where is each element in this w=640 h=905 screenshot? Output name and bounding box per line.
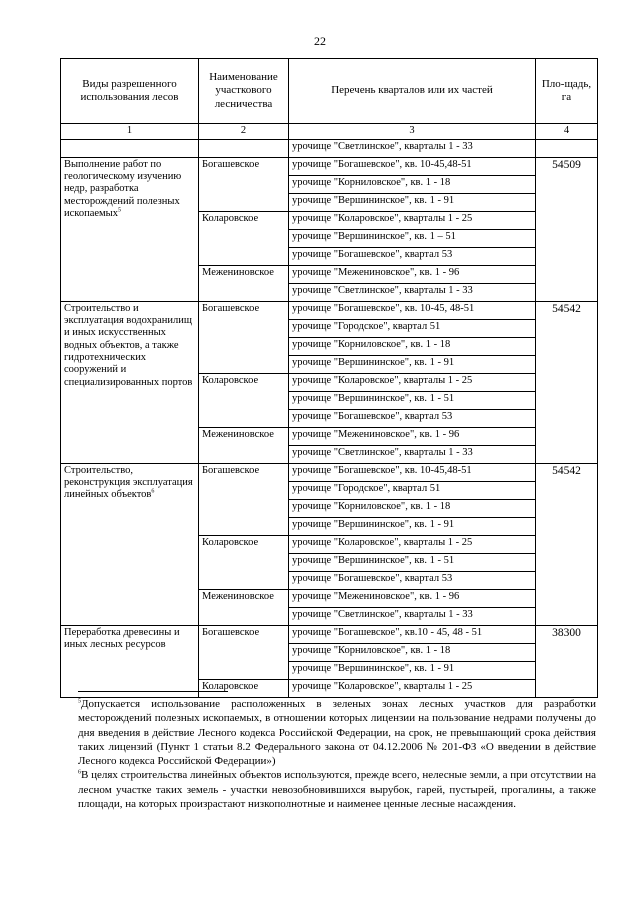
- footnote: [78, 697, 596, 768]
- quarter-item: урочище "Городское", квартал 51: [289, 481, 536, 499]
- header-quarters: Перечень кварталов или их частей: [289, 59, 536, 124]
- quarter-item: урочище "Корниловское", кв. 1 - 18: [289, 643, 536, 661]
- quarter-item: урочище "Светлинское", кварталы 1 - 33: [289, 445, 536, 463]
- quarter-item: урочище "Коларовское", кварталы 1 - 25: [289, 373, 536, 391]
- area-value: 54542: [536, 463, 598, 625]
- footnotes: [78, 697, 596, 811]
- footnote-number: 5: [78, 698, 81, 705]
- forestry-name: Коларовское: [199, 211, 289, 265]
- quarter-item: урочище "Богашевское", квартал 53: [289, 409, 536, 427]
- table-row: [61, 301, 598, 319]
- carry-cell: [199, 139, 289, 157]
- quarter-item: урочище "Коларовское", кварталы 1 - 25: [289, 211, 536, 229]
- table-row: [61, 157, 598, 175]
- footnote-number: 6: [78, 769, 81, 776]
- footnote-ref: 6: [151, 488, 155, 495]
- forestry-name: Межениновское: [199, 427, 289, 463]
- carry-cell: [61, 139, 199, 157]
- forestry-name: Богашевское: [199, 463, 289, 535]
- quarter-item: урочище "Вершининское", кв. 1 - 51: [289, 391, 536, 409]
- forestry-name: Богашевское: [199, 625, 289, 679]
- area-value: 38300: [536, 625, 598, 697]
- quarter-item: урочище "Светлинское", кварталы 1 - 33: [289, 283, 536, 301]
- quarter-item: урочище "Богашевское", кв. 10-45,48-51: [289, 463, 536, 481]
- use-type-cell: [61, 463, 199, 625]
- header-area: Пло-щадь, га: [536, 59, 598, 124]
- quarter-item: урочище "Корниловское", кв. 1 - 18: [289, 337, 536, 355]
- col-number: 3: [289, 124, 536, 140]
- quarter-item: урочище "Межениновское", кв. 1 - 96: [289, 589, 536, 607]
- use-type-cell: [61, 625, 199, 697]
- use-type-text: Выполнение работ по геологическому изучению недр, разработка месторождений полезных ископаемых: [64, 158, 182, 220]
- col-number: 2: [199, 124, 289, 140]
- use-type-text: Строительство и эксплуатация водохранилищ и иных искусственных водных объектов, а также гидротехнических сооружений и специализированных портов: [64, 302, 193, 388]
- forestry-name: Коларовское: [199, 535, 289, 589]
- quarter-item: урочище "Корниловское", кв. 1 - 18: [289, 499, 536, 517]
- use-type-cell: [61, 301, 199, 463]
- forestry-name: Богашевское: [199, 301, 289, 373]
- table-row: [61, 625, 598, 643]
- area-value: 54542: [536, 301, 598, 463]
- col-number: 4: [536, 124, 598, 140]
- use-type-cell: [61, 157, 199, 301]
- forestry-name: Межениновское: [199, 589, 289, 625]
- carry-cell: [536, 139, 598, 157]
- quarter-item: урочище "Корниловское", кв. 1 - 18: [289, 175, 536, 193]
- quarter-item: урочище "Светлинское", кварталы 1 - 33: [289, 139, 536, 157]
- quarter-item: урочище "Богашевское", кв.10 - 45, 48 - 51: [289, 625, 536, 643]
- quarter-item: урочище "Вершининское", кв. 1 - 91: [289, 517, 536, 535]
- quarter-item: урочище "Богашевское", кв. 10-45, 48-51: [289, 301, 536, 319]
- footnote-ref: 5: [118, 207, 121, 214]
- quarter-item: урочище "Вершининское", кв. 1 - 91: [289, 193, 536, 211]
- quarter-item: урочище "Коларовское", кварталы 1 - 25: [289, 679, 536, 697]
- forestry-name: Коларовское: [199, 373, 289, 427]
- header-use-type: Виды разрешенного использования лесов: [61, 59, 199, 124]
- footnote-text: Допускается использование расположенных в зеленых зонах лесных участков для разработки месторождений полезных ископаемых, в отношении которых лицензии на пользование недрами получены до дня введения в действие Лесного кодекса Российской Федерации, на срок, не превышающий срока действия таких лицензий (Пункт 1 статьи 8.2 Федерального закона от 04.12.2006 № 201-ФЗ «О введении в действие Лесного кодекса Российской Федерации»): [78, 698, 596, 768]
- quarter-item: урочище "Светлинское", кварталы 1 - 33: [289, 607, 536, 625]
- forestry-name: Межениновское: [199, 265, 289, 301]
- use-type-text: Строительство, реконструкция эксплуатация линейных объектов: [64, 464, 193, 501]
- area-value: 54509: [536, 157, 598, 301]
- quarter-item: урочище "Коларовское", кварталы 1 - 25: [289, 535, 536, 553]
- col-number: 1: [61, 124, 199, 140]
- quarter-item: урочище "Богашевское", квартал 53: [289, 247, 536, 265]
- header-forestry: Наименование участкового лесничества: [199, 59, 289, 124]
- quarter-item: урочище "Вершининское", кв. 1 - 51: [289, 553, 536, 571]
- quarter-item: урочище "Вершининское", кв. 1 - 91: [289, 355, 536, 373]
- table-row: [61, 463, 598, 481]
- quarter-item: урочище "Богашевское", кв. 10-45,48-51: [289, 157, 536, 175]
- quarter-item: урочище "Межениновское", кв. 1 - 96: [289, 265, 536, 283]
- quarter-item: урочище "Вершининское", кв. 1 – 51: [289, 229, 536, 247]
- forest-use-table: [60, 58, 598, 698]
- use-type-text: Переработка древесины и иных лесных ресурсов: [64, 626, 180, 650]
- quarter-item: урочище "Вершининское", кв. 1 - 91: [289, 661, 536, 679]
- footnote: [78, 768, 596, 811]
- footnote-divider: [78, 691, 228, 692]
- quarter-item: урочище "Богашевское", квартал 53: [289, 571, 536, 589]
- forestry-name: Коларовское: [199, 679, 289, 697]
- footnote-text: В целях строительства линейных объектов используются, прежде всего, нелесные земли, а при отсутствии на лесном участке таких земель - участки невозобновившихся вырубок, гарей, пустырей, прогалины, а также площади, на которых произрастают низкополнотные и наименее ценные лесные насаждения.: [78, 769, 596, 811]
- page-number: 22: [314, 34, 326, 48]
- quarter-item: урочище "Межениновское", кв. 1 - 96: [289, 427, 536, 445]
- forestry-name: Богашевское: [199, 157, 289, 211]
- quarter-item: урочище "Городское", квартал 51: [289, 319, 536, 337]
